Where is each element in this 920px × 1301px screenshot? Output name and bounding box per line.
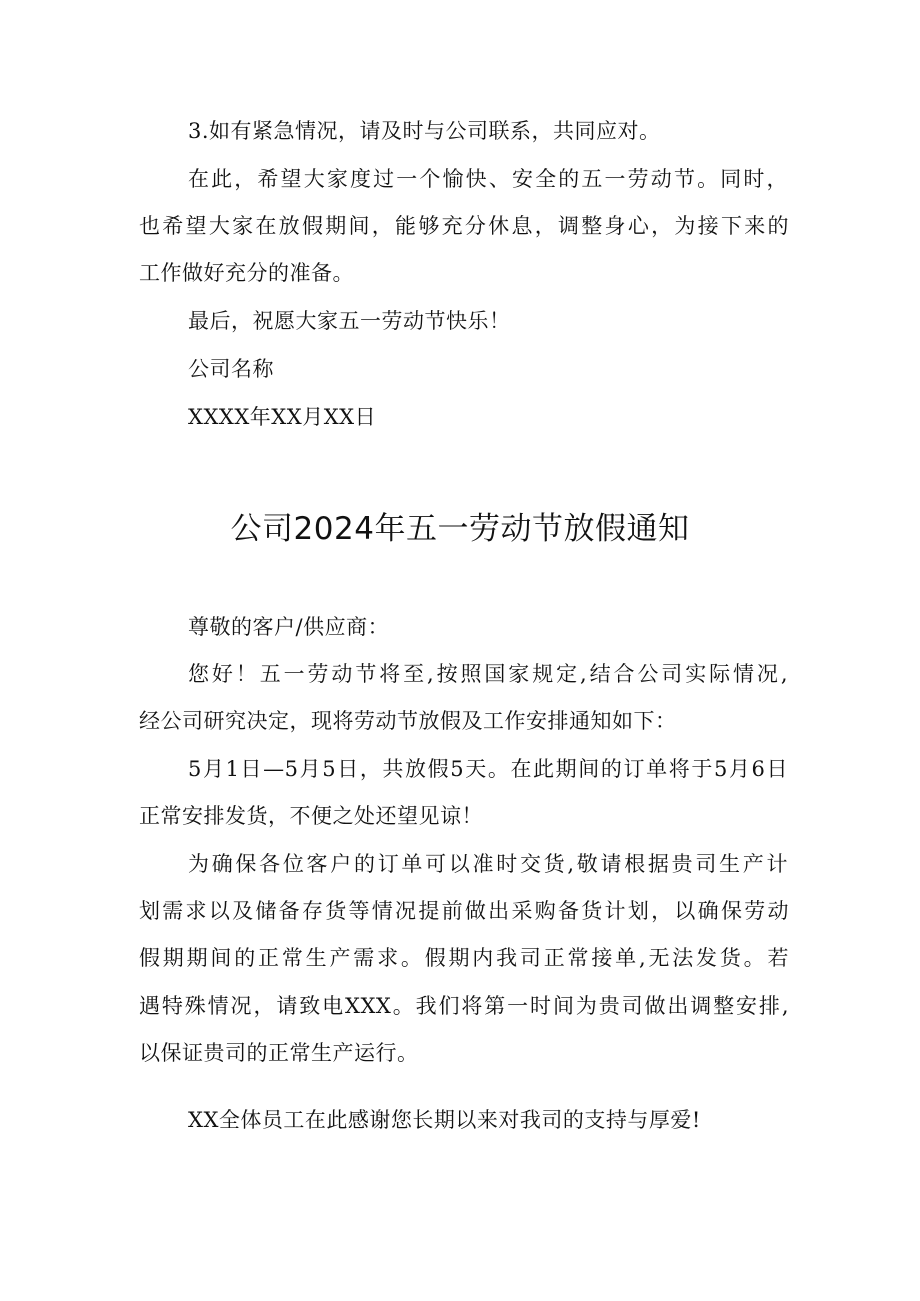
wish-paragraph-line-3: 工作做好充分的准备。 <box>139 261 354 285</box>
advice-line-4: 遇特殊情况，请致电XXX。我们将第一时间为贵司做出调整安排, <box>139 994 789 1018</box>
intro-line-1: 您好！五一劳动节将至,按照国家规定,结合公司实际情况, <box>188 662 788 686</box>
closing-line: 最后，祝愿大家五一劳动节快乐！ <box>188 309 511 333</box>
advice-line-3: 假期期间的正常生产需求。假期内我司正常接单,无法发货。若 <box>139 946 789 970</box>
advice-line-5: 以保证贵司的正常生产运行。 <box>139 1041 419 1065</box>
date-line: XXXX年XX月XX日 <box>188 405 377 429</box>
advice-line-2: 划需求以及储备存货等情况提前做出采购备货计划，以确保劳动 <box>139 899 789 923</box>
advice-line-1: 为确保各位客户的订单可以准时交货,敬请根据贵司生产计 <box>188 852 788 876</box>
intro-line-2: 经公司研究决定，现将劳动节放假及工作安排通知如下： <box>139 709 677 733</box>
thanks-line: XX全体员工在此感谢您长期以来对我司的支持与厚爱! <box>188 1108 701 1132</box>
salutation: 尊敬的客户/供应商： <box>188 615 390 639</box>
schedule-line-2: 正常安排发货，不便之处还望见谅！ <box>139 804 483 828</box>
notice-title: 公司2024年五一劳动节放假通知 <box>230 511 690 547</box>
wish-paragraph-line-2: 也希望大家在放假期间，能够充分休息，调整身心，为接下来的 <box>139 214 789 238</box>
wish-paragraph-line-1: 在此，希望大家度过一个愉快、安全的五一劳动节。同时， <box>188 167 788 191</box>
schedule-line-1: 5月1日—5月5日，共放假5天。在此期间的订单将于5月6日 <box>188 757 788 781</box>
company-name: 公司名称 <box>188 357 274 381</box>
list-item-3: 3.如有紧急情况，请及时与公司联系，共同应对。 <box>188 119 661 143</box>
